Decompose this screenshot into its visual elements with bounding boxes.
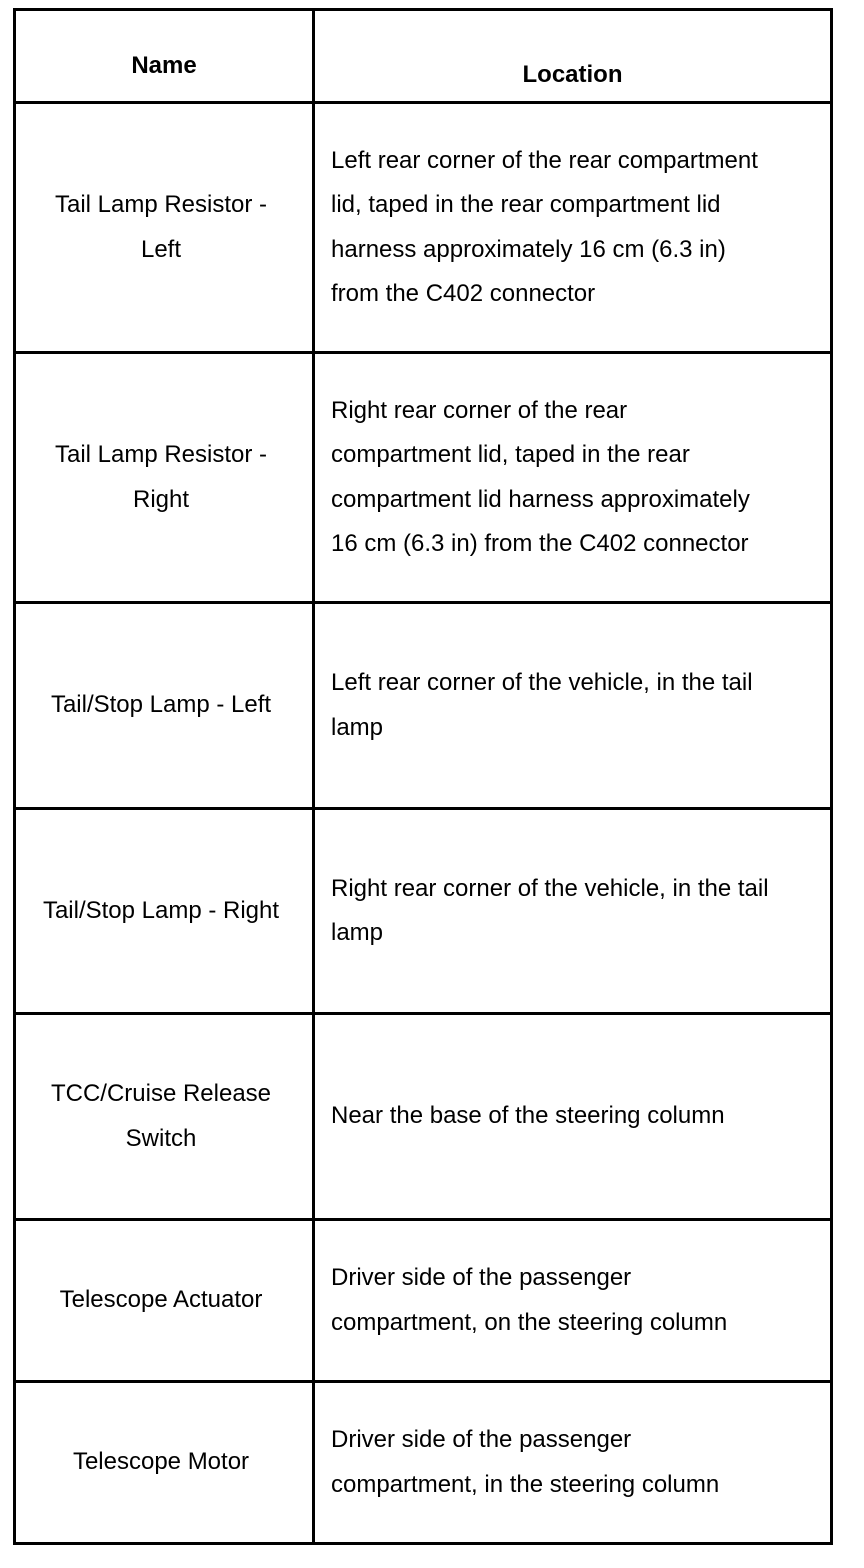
table-row <box>15 1382 832 1544</box>
row-location: Right rear corner of the rear compartment lid, taped in the rear compartment lid harness approximately 16 cm (6.3 in) from the C402 connector <box>331 396 750 557</box>
row-name: Tail Lamp Resistor - Left <box>54 191 268 263</box>
row-name-cell <box>15 103 314 353</box>
row-location: Near the base of the steering column <box>331 1102 725 1130</box>
row-location-cell <box>314 103 832 353</box>
row-name-cell <box>15 603 314 809</box>
row-location-cell <box>314 1382 832 1544</box>
row-name-cell <box>15 1220 314 1382</box>
component-location-table <box>13 8 833 1545</box>
row-name: TCC/Cruise Release Switch <box>50 1080 272 1152</box>
table-row <box>15 1014 832 1220</box>
row-location-cell <box>314 1014 832 1220</box>
row-name: Telescope Actuator <box>59 1286 263 1314</box>
table-row <box>15 603 832 809</box>
row-location-cell <box>314 1220 832 1382</box>
row-name: Tail/Stop Lamp - Left <box>50 691 272 719</box>
table-row <box>15 1220 832 1382</box>
header-name: Name <box>15 10 314 103</box>
row-location-cell <box>314 353 832 603</box>
table-header-row <box>15 10 832 103</box>
row-location: Driver side of the passenger compartment, in the steering column <box>331 1426 720 1498</box>
table-row <box>15 809 832 1014</box>
row-name-cell <box>15 353 314 603</box>
table-row <box>15 353 832 603</box>
row-location: Left rear corner of the rear compartment lid, taped in the rear compartment lid harness approximately 16 cm (6.3 in) from the C402 connector <box>331 146 758 307</box>
table-row <box>15 103 832 353</box>
row-location-cell <box>314 809 832 1014</box>
row-location: Right rear corner of the vehicle, in the tail lamp <box>331 874 769 946</box>
row-location: Left rear corner of the vehicle, in the tail lamp <box>331 669 753 741</box>
row-name-cell <box>15 1014 314 1220</box>
row-name-cell <box>15 1382 314 1544</box>
header-location: Location <box>314 10 832 103</box>
row-name-cell <box>15 809 314 1014</box>
row-location-cell <box>314 603 832 809</box>
row-name: Telescope Motor <box>72 1448 250 1476</box>
row-location: Driver side of the passenger compartment, on the steering column <box>331 1264 728 1336</box>
row-name: Tail/Stop Lamp - Right <box>42 896 280 924</box>
row-name: Tail Lamp Resistor - Right <box>54 441 268 513</box>
